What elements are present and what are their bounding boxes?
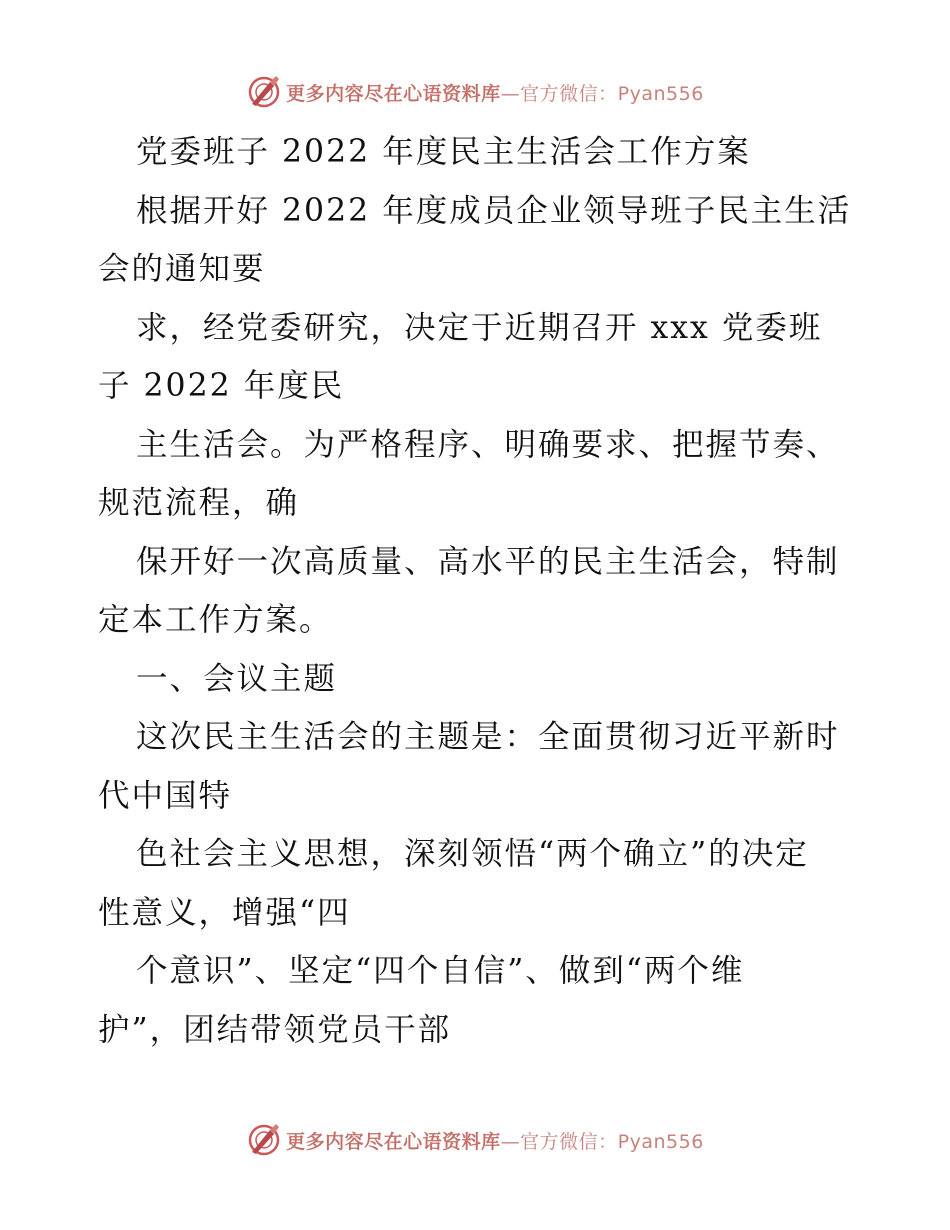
paragraph-line: 会的通知要: [98, 251, 266, 287]
paragraph-line: 个意识”、坚定“四个自信”、做到“两个维: [136, 953, 745, 989]
banner-text: [286, 1127, 704, 1154]
paragraph-line: 护”，团结带领党员干部: [98, 1011, 452, 1048]
banner-text: [286, 79, 704, 106]
banner-lead-text: 更多内容尽在心语资料库: [286, 1130, 501, 1153]
paragraph-line: 这次民主生活会的主题是：全面贯彻习近平新时: [136, 719, 840, 755]
pen-logo-icon: [246, 1122, 282, 1158]
paragraph-line: 代中国特: [98, 777, 233, 814]
footer-banner: [0, 1118, 950, 1162]
paragraph-line: 性意义，增强“四: [98, 894, 351, 931]
paragraph-line: 主生活会。为严格程序、明确要求、把握节奏、: [136, 426, 840, 463]
paragraph-line: 保开好一次高质量、高水平的民主生活会，特制: [136, 543, 840, 580]
paragraph-line: 根据开好 2022 年度成员企业领导班子民主生活: [136, 192, 852, 229]
pen-logo-icon: [246, 74, 282, 110]
section-heading: 一、会议主题: [136, 660, 338, 697]
doc-title: 党委班子 2022 年度民主生活会工作方案: [136, 134, 751, 170]
document-body: [98, 123, 858, 1059]
paragraph-line: 子 2022 年度民: [98, 368, 345, 404]
paragraph-line: 求，经党委研究，决定于近期召开 xxx 党委班: [136, 309, 823, 346]
banner-tail-text: —官方微信：Pyan556: [500, 82, 704, 105]
paragraph-line: 规范流程，确: [98, 485, 300, 521]
paragraph-line: 色社会主义思想，深刻领悟“两个确立”的决定: [136, 836, 809, 872]
banner-lead-text: 更多内容尽在心语资料库: [286, 82, 501, 105]
header-banner: [0, 70, 950, 114]
paragraph-line: 定本工作方案。: [98, 602, 333, 638]
banner-tail-text: —官方微信：Pyan556: [500, 1130, 704, 1153]
